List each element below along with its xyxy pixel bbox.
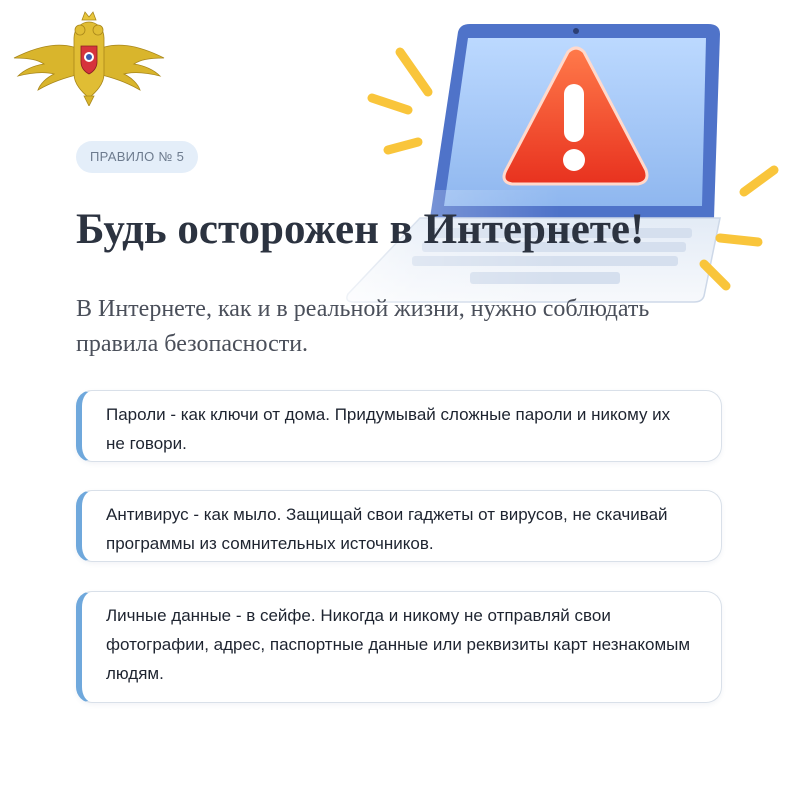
tip-text: Личные данные - в сейфе. Никогда и никому не отправляй свои фотографии, адрес, паспортные данные или реквизиты карт незнакомым людям. (106, 606, 691, 683)
tip-card-antivirus (76, 490, 722, 562)
tip-card-passwords (76, 390, 722, 462)
rule-number-badge: ПРАВИЛО № 5 (76, 141, 198, 173)
mvd-emblem-icon (8, 8, 170, 106)
laptop-warning-icon (300, 0, 800, 340)
intro-paragraph: В Интернете, как и в реальной жизни, нужно соблюдать правила безопасности. (76, 296, 650, 357)
tip-text: Антивирус - как мыло. Защищай свои гаджеты от вирусов, не скачивай программы из сомнительных источников. (106, 505, 668, 553)
page-title: Будь осторожен в Интернете! (76, 206, 645, 253)
tip-text: Пароли - как ключи от дома. Придумывай сложные пароли и никому их не говори. (106, 405, 671, 453)
tip-card-personal-data (76, 591, 722, 703)
